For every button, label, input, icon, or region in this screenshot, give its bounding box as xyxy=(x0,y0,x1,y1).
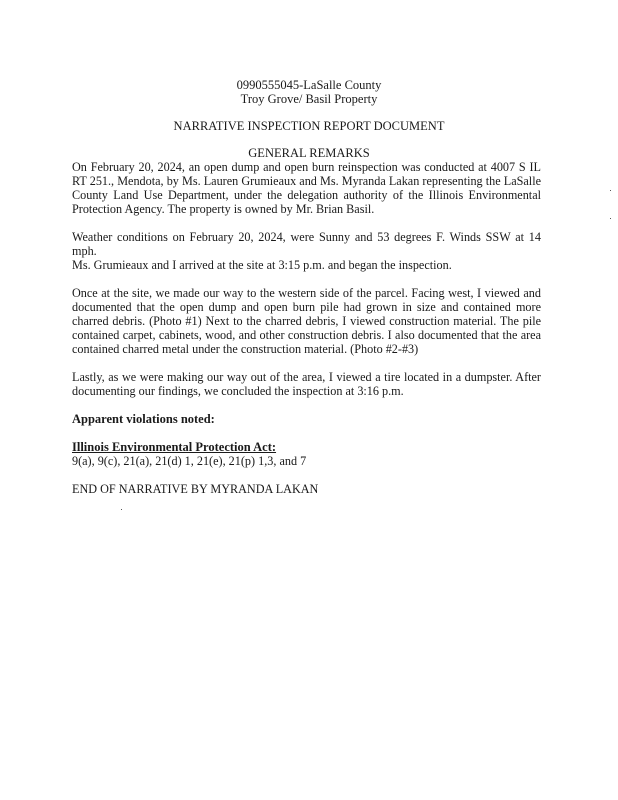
violations-heading: Apparent violations noted: xyxy=(72,412,215,426)
paragraph-site-observations: Once at the site, we made our way to the western side of the parcel. Facing west, I viewed and documented that the open dump and open burn pile had grown in size and contained more charred debris. (Photo #1) Next to the charred debris, I viewed construction material. The pile contained carpet, cabinets, wood, and other construction debris. I also documented that the area contained charred metal under the construction material. (Photo #2-#3) xyxy=(72,286,541,356)
scan-speck xyxy=(121,509,122,510)
paragraph-arrival: Ms. Grumieaux and I arrived at the site at 3:15 p.m. and began the inspection. xyxy=(72,258,452,272)
section-title-general-remarks: GENERAL REMARKS xyxy=(248,146,370,160)
paragraph-inspection-summary: On February 20, 2024, an open dump and open burn reinspection was conducted at 4007 S IL RT 251., Mendota, by Ms. Lauren Grumieaux and Ms. Myranda Lakan representing the LaSalle County Land Use Department, under the delegation authority of the Illinois Environmental Protection Agency. The property is owned by Mr. Brian Basil. xyxy=(72,160,541,216)
act-title: Illinois Environmental Protection Act: xyxy=(72,440,277,454)
document-title: NARRATIVE INSPECTION REPORT DOCUMENT xyxy=(173,119,445,133)
scan-speck xyxy=(610,190,611,191)
header-county-line: 0990555045-LaSalle County xyxy=(236,78,382,92)
end-of-narrative: END OF NARRATIVE BY MYRANDA LAKAN xyxy=(72,482,319,496)
paragraph-conclusion: Lastly, as we were making our way out of the area, I viewed a tire located in a dumpster. After documenting our findings, we concluded the inspection at 3:16 p.m. xyxy=(72,370,541,398)
scan-speck xyxy=(610,218,611,219)
paragraph-weather: Weather conditions on February 20, 2024, were Sunny and 53 degrees F. Winds SSW at 14 mph. xyxy=(72,230,541,258)
act-sections: 9(a), 9(c), 21(a), 21(d) 1, 21(e), 21(p) 1,3, and 7 xyxy=(72,454,307,468)
header-property-line: Troy Grove/ Basil Property xyxy=(240,92,378,106)
